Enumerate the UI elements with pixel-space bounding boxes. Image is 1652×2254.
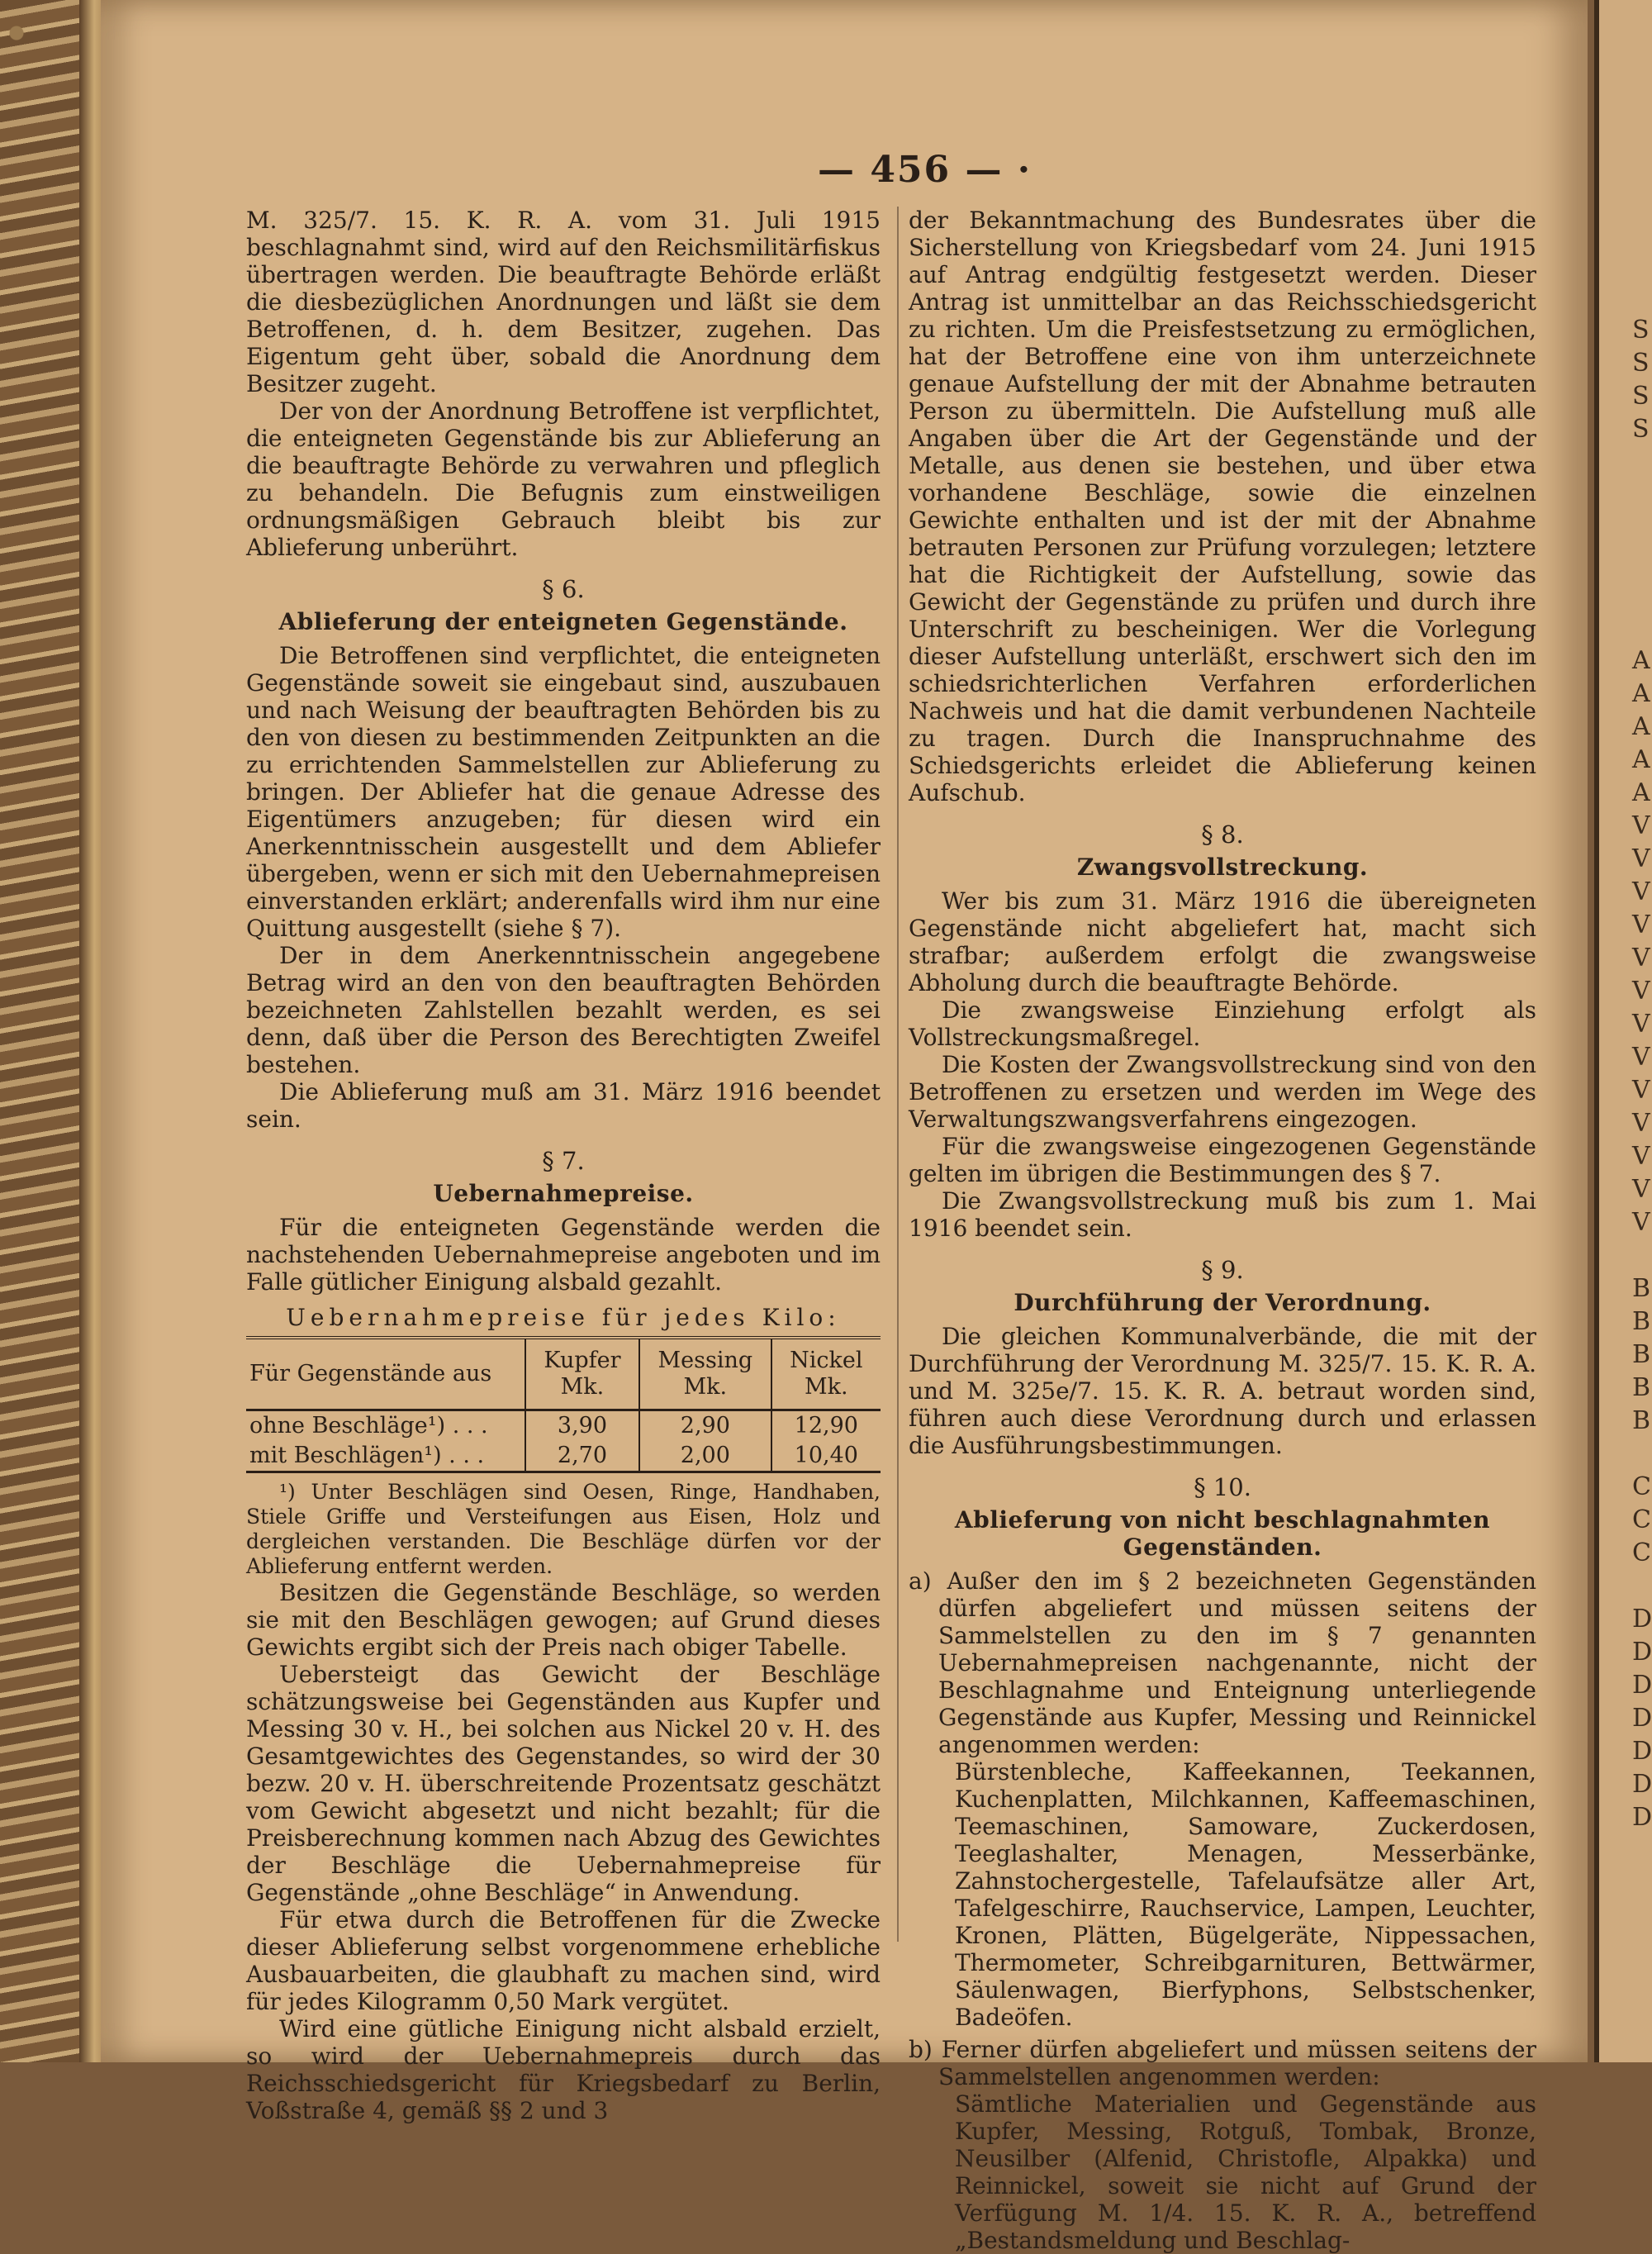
next-page-letter [1632, 1438, 1652, 1471]
paragraph: Die Kosten der Zwangsvollstreckung sind von den Betroffenen zu ersetzen und werden im Wege des Verwaltungszwangsverfahrens eingezogen. [909, 1051, 1536, 1133]
next-page-letter: A [1632, 778, 1650, 807]
table-title: Uebernahmepreise für jedes Kilo: [286, 1304, 841, 1331]
next-page-letter: S [1632, 316, 1650, 345]
next-page-letter [1632, 1570, 1652, 1603]
next-page-letter: B [1632, 1307, 1651, 1336]
paragraph: Wer bis zum 31. März 1916 die übereigneten Gegenstände nicht abgeliefert hat, macht sich strafbar; außerdem erfolgt die zwangsweise Abholung durch die beauftragte Behörde. [909, 887, 1536, 996]
list-item: b) Ferner dürfen abgeliefert und müssen seitens der Sammelstellen angenommen werden: [909, 2036, 1536, 2090]
table-cell: 10,40 [771, 1441, 881, 1472]
next-page-letter: S [1632, 382, 1650, 411]
section-title: Ablieferung der enteigneten Gegenstände. [278, 608, 848, 635]
next-page-letters [1632, 314, 1652, 1834]
next-page-letter [1632, 1239, 1652, 1272]
paragraph: Für etwa durch die Betroffenen für die Zwecke dieser Ablieferung selbst vorgenommene erhebliche Ausbauarbeiten, die glaubhaft zu machen sind, wird für jedes Kilogramm 0,50 Mark vergütet. [246, 1906, 881, 2015]
next-page-letter: V [1632, 1076, 1650, 1105]
next-page-letter: D [1632, 1671, 1652, 1700]
next-page-letter: B [1632, 1340, 1651, 1369]
next-page-letter: V [1632, 811, 1650, 840]
footnote: ¹) Unter Beschlägen sind Oesen, Ringe, Handhaben, Stiele Griffe und Versteifungen aus Eisen, Holz und dergleichen verstanden. Die Beschläge dürfen vor der Ablieferung entfernt werden. [246, 1480, 881, 1578]
next-page-letter: V [1632, 1043, 1650, 1072]
next-page-letter: S [1632, 349, 1650, 378]
paragraph: Die gleichen Kommunalverbände, die mit der Durchführung der Verordnung M. 325/7. 15. K. R. A. und M. 325e/7. 15. K. R. A. betraut worden sind, führen auch diese Verordnung durch und erlassen die Ausführungsbestimmungen. [909, 1323, 1536, 1459]
table-header: Messing Mk. [639, 1338, 771, 1410]
next-page-letter [1632, 611, 1652, 644]
table-cell: 12,90 [771, 1410, 881, 1442]
next-page-letter: D [1632, 1704, 1652, 1733]
next-page-letter: B [1632, 1373, 1651, 1402]
table-cell: 3,90 [525, 1410, 639, 1442]
next-page-letter: V [1632, 844, 1650, 873]
section-number: § 7. [542, 1147, 585, 1175]
list-item-detail: Sämtliche Materialien und Gegenstände aus Kupfer, Messing, Rotguß, Tombak, Bronze, Neusilber (Alfenid, Christofle, Alpakka) und Reinnickel, soweit sie nicht auf Grund der Verfügung M. 1/4. 15. K. R. A., betreffend „Bestandsmeldung und Beschlag- [955, 2090, 1536, 2254]
price-table [246, 1336, 881, 1473]
left-column [246, 207, 881, 2124]
next-page-letter: V [1632, 1109, 1650, 1138]
table-row [246, 1410, 881, 1442]
next-page-letter: B [1632, 1406, 1651, 1435]
table-cell: 2,00 [639, 1441, 771, 1472]
section-number: § 6. [542, 575, 585, 603]
next-page-letter: A [1632, 712, 1650, 741]
next-page-letter: C [1632, 1505, 1651, 1534]
next-page-letter: D [1632, 1803, 1652, 1832]
table-header: Nickel Mk. [771, 1338, 881, 1410]
paragraph: Uebersteigt das Gewicht der Beschläge schätzungsweise bei Gegenständen aus Kupfer und Messing 30 v. H., bei solchen aus Nickel 20 v. H. des Gesamtgewichtes des Gegenstandes, so wird der 30 bezw. 20 v. H. überschreitende Prozentsatz geschätzt vom Gewicht abgesetzt und nicht bezahlt; für die Preisberechnung kommen nach Abzug des Gewichtes der Beschläge die Uebernahmepreise für Gegenstände „ohne Beschläge“ in Anwendung. [246, 1661, 881, 1906]
next-page-letter: C [1632, 1538, 1651, 1567]
next-page-letter: A [1632, 646, 1650, 675]
section-title: Ablieferung von nicht beschlagnahmten Gegenständen. [954, 1506, 1491, 1561]
section-number: § 8. [1201, 820, 1244, 849]
column-divider [897, 207, 899, 1942]
paragraph: Für die enteigneten Gegenstände werden die nachstehenden Uebernahmepreise angeboten und im Falle gütlicher Einigung alsbald gezahlt. [246, 1214, 881, 1296]
section-title: Uebernahmepreise. [433, 1180, 694, 1207]
paragraph: Besitzen die Gegenstände Beschläge, so werden sie mit den Beschlägen gewogen; auf Grund dieses Gewichts ergibt sich der Preis nach obiger Tabelle. [246, 1579, 881, 1661]
next-page-letter: V [1632, 977, 1650, 1006]
section-title: Zwangsvollstreckung. [1076, 854, 1369, 881]
next-page-letter: A [1632, 679, 1650, 708]
next-page-letter: B [1632, 1274, 1651, 1303]
section-number: § 10. [1194, 1473, 1251, 1501]
table-cell: 2,90 [639, 1410, 771, 1442]
list-item: a) Außer den im § 2 bezeichneten Gegenständen dürfen abgeliefert und müssen seitens der Sammelstellen zu den im § 7 genannten Uebernahmepreisen nachgenannte, nicht der Beschlagnahme und Enteignung unterliegende Gegenstände aus Kupfer, Messing und Reinnickel angenommen werden: [909, 1567, 1536, 1758]
next-page-letter [1632, 545, 1652, 578]
paragraph: Die Ablieferung muß am 31. März 1916 beendet sein. [246, 1078, 881, 1133]
next-page-letter: D [1632, 1638, 1652, 1667]
next-page-letter: V [1632, 944, 1650, 972]
paragraph: Der in dem Anerkenntnisschein angegebene Betrag wird an den von den beauftragten Behörden bezeichneten Zahlstellen bezahlt werden, es sei denn, daß über die Person des Berechtigten Zweifel bestehen. [246, 942, 881, 1078]
paragraph: Für die zwangsweise eingezogenen Gegenstände gelten im übrigen die Bestimmungen des § 7. [909, 1133, 1536, 1187]
table-header: Für Gegenstände aus [246, 1338, 525, 1410]
next-page-letter [1632, 578, 1652, 611]
list-item-detail: Bürstenbleche, Kaffeekannen, Teekannen, Kuchenplatten, Milchkannen, Kaffeemaschinen, Teemaschinen, Samoware, Zuckerdosen, Teeglashalter, Menagen, Messerbänke, Zahnstochergestelle, Tafelaufsätze aller Art, Tafelgeschirre, Rauchservice, Lampen, Leuchter, Kronen, Plätten, Bügelgeräte, Nippessachen, Thermometer, Schreibgarnituren, Bettwärmer, Säulenwagen, Bierfyphons, Selbstschenker, Badeöfen. [955, 1758, 1536, 2031]
paragraph: Die Betroffenen sind verpflichtet, die enteigneten Gegenstände soweit sie eingebaut sind, auszubauen und nach Weisung der beauftragten Behörden bis zu den von diesen zu bestimmenden Zeitpunkten an die zu errichtenden Sammelstellen zur Ablieferung zu bringen. Der Abliefer hat die genaue Adresse des Eigentümers anzugeben; für diesen wird ein Anerkenntnisschein ausgestellt und dem Abliefer übergeben, wenn er sich mit den Uebernahmepreisen einverstanden erklärt; anderenfalls wird ihm nur eine Quittung ausgestellt (siehe § 7). [246, 642, 881, 942]
next-page-letter: V [1632, 911, 1650, 939]
next-page-letter: V [1632, 877, 1650, 906]
table-cell: 2,70 [525, 1441, 639, 1472]
section-number: § 9. [1201, 1256, 1244, 1284]
next-page-letter: A [1632, 745, 1650, 774]
next-page-letter [1632, 446, 1652, 479]
table-cell: ohne Beschläge¹) . . . [249, 1413, 488, 1438]
table-cell: mit Beschlägen¹) . . . [249, 1443, 485, 1468]
next-page-letter: D [1632, 1605, 1652, 1633]
section-title: Durchführung der Verordnung. [1014, 1289, 1431, 1316]
next-page-letter: S [1632, 415, 1650, 444]
paragraph: Die zwangsweise Einziehung erfolgt als Vollstreckungsmaßregel. [909, 996, 1536, 1051]
next-page-letter [1632, 512, 1652, 545]
page-number: — 456 — · [818, 149, 1032, 191]
paragraph: Wird eine gütliche Einigung nicht alsbald erzielt, so wird der Uebernahmepreis durch das Reichsschiedsgericht für Kriegsbedarf zu Berlin, Voßstraße 4, gemäß §§ 2 und 3 [246, 2015, 881, 2124]
next-page-letter: V [1632, 1142, 1650, 1171]
table-row [246, 1441, 881, 1472]
paragraph: Die Zwangsvollstreckung muß bis zum 1. Mai 1916 beendet sein. [909, 1187, 1536, 1242]
right-column [909, 207, 1536, 2254]
next-page-letter: C [1632, 1472, 1651, 1501]
next-page-letter: V [1632, 1208, 1650, 1237]
paragraph: M. 325/7. 15. K. R. A. vom 31. Juli 1915 beschlagnahmt sind, wird auf den Reichsmilitärfiskus übertragen werden. Die beauftragte Behörde erläßt die diesbezüglichen Anordnungen und läßt sie dem Betroffenen, d. h. dem Besitzer, zugehen. Das Eigentum geht über, sobald die Anordnung dem Besitzer zugeht. [246, 207, 881, 397]
next-page-letter: D [1632, 1770, 1652, 1799]
next-page-letter: V [1632, 1010, 1650, 1039]
paragraph: Der von der Anordnung Betroffene ist verpflichtet, die enteigneten Gegenstände bis zur Ablieferung an die beauftragte Behörde zu verwahren und pfleglich zu behandeln. Die Befugnis zum einstweiligen ordnungsmäßigen Gebrauch bleibt bis zur Ablieferung unberührt. [246, 397, 881, 561]
paragraph: der Bekanntmachung des Bundesrates über die Sicherstellung von Kriegsbedarf vom 24. Juni 1915 auf Antrag endgültig festgesetzt werden. Dieser Antrag ist unmittelbar an das Reichsschiedsgericht zu richten. Um die Preisfestsetzung zu ermöglichen, hat der Betroffene eine von ihm unterzeichnete genaue Aufstellung der mit der Abnahme betrauten Person zu übermitteln. Die Aufstellung muß alle Angaben über die Art der Gegenstände und der Metalle, aus denen sie bestehen, und über etwa vorhandene Beschläge, sowie die einzelnen Gewichte enthalten und ist der mit der Abnahme betrauten Personen zur Prüfung vorzulegen; letztere hat die Richtigkeit der Aufstellung, sowie das Gewicht der Gegenstände zu prüfen und durch ihre Unterschrift zu bescheinigen. Wer die Vorlegung dieser Aufstellung unterläßt, erschwert sich den im schiedsrichterlichen Verfahren erforderlichen Nachweis und hat die damit verbundenen Nachteile zu tragen. Durch die Inanspruchnahme des Schiedsgerichts erleidet die Ablieferung keinen Aufschub. [909, 207, 1536, 806]
table-header: Kupfer Mk. [525, 1338, 639, 1410]
next-page-edge [1594, 0, 1652, 2062]
next-page-letter [1632, 479, 1652, 512]
next-page-letter: D [1632, 1737, 1652, 1766]
next-page-letter: V [1632, 1175, 1650, 1204]
